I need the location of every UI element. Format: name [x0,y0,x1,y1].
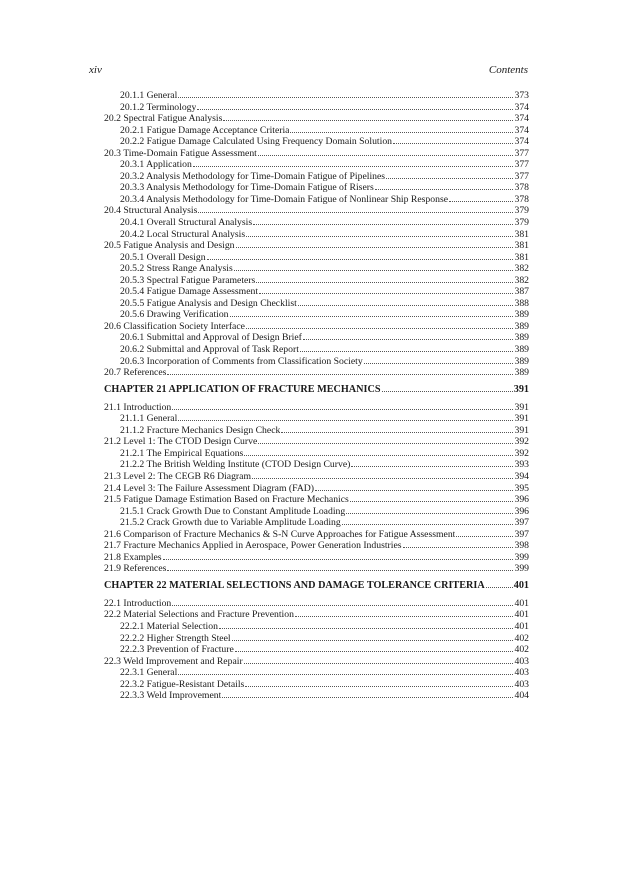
toc-entry [104,148,529,160]
toc-entry [104,205,529,217]
toc-entry-page: 389 [514,309,529,321]
toc-entry-title: 22.2 Material Selections and Fracture Prevention [104,609,294,621]
toc-entry-page: 389 [514,332,529,344]
toc-entry-title: 22.3.1 General [120,667,178,679]
toc-entry-title: 21.6 Comparison of Fracture Mechanics & S-N Curve Approaches for Fatigue Assessment [104,528,456,540]
toc-entry [104,436,529,448]
toc-entry [104,552,529,564]
toc-entry-title: 20.5.1 Overall Design [120,251,206,263]
toc-entry [104,286,529,298]
toc-entry-page: 392 [514,436,529,448]
toc-entry [104,217,529,229]
toc-entry-title: 20.1.1 General [120,90,178,101]
toc-entry-title: 20.3.2 Analysis Methodology for Time-Domain Fatigue of Pipelines [120,170,386,182]
toc-entry-page: 373 [514,90,529,101]
toc-chapter-entry [104,383,529,396]
toc-entry-title: 21.4 Level 3: The Failure Assessment Diagram (FAD) [104,482,315,494]
dot-leader [256,282,513,283]
toc-entry [104,506,529,518]
toc-entry-page: 381 [514,251,529,263]
dot-leader [281,432,513,433]
toc-entry-page: 374 [514,113,529,125]
toc-entry-page: 391 [514,413,529,425]
dot-leader [303,339,514,340]
toc-entry [104,252,529,264]
dot-leader [403,547,514,548]
toc-entry-page: 388 [514,297,529,309]
toc-entry [104,159,529,171]
dot-leader [386,178,513,179]
dot-leader [244,455,513,456]
dot-leader [259,293,513,294]
table-of-contents [104,90,529,702]
toc-entry-title: 22.3 Weld Improvement and Repair [104,655,243,667]
toc-entry [104,598,529,610]
toc-entry [104,194,529,206]
toc-entry-page: 403 [514,667,529,679]
dot-leader [244,663,514,664]
dot-leader [219,628,514,629]
toc-entry-page: 378 [514,193,529,205]
dot-leader [290,132,513,133]
dot-leader [167,570,513,571]
toc-entry-title: 20.7 References [104,367,167,379]
dot-leader [207,259,514,260]
dot-leader [258,443,513,444]
dot-leader [163,559,514,560]
dot-leader [252,478,513,479]
toc-entry [104,679,529,691]
toc-entry-page: 379 [514,205,529,217]
toc-entry-page: 399 [514,563,529,575]
toc-entry-page: 378 [514,182,529,194]
toc-entry [104,182,529,194]
toc-entry [104,656,529,668]
toc-chapter-entry [104,579,529,592]
toc-entry [104,309,529,321]
toc-entry [104,459,529,471]
toc-entry-title: 20.5.4 Fatigue Damage Assessment [120,286,259,298]
toc-entry [104,563,529,575]
toc-entry-title: 22.2.3 Prevention of Fracture [120,644,234,656]
toc-entry [104,448,529,460]
running-header: Contents [488,64,528,76]
dot-leader [364,363,514,364]
toc-entry-page: 396 [514,494,529,506]
dot-leader [300,351,514,352]
toc-entry-page: 392 [514,447,529,459]
toc-entry-page: 377 [514,147,529,159]
toc-entry [104,517,529,529]
toc-entry [104,356,529,368]
page-number: xiv [89,64,102,76]
dot-leader [193,166,514,167]
dot-leader [178,97,513,98]
toc-entry [104,425,529,437]
dot-leader [382,391,513,392]
toc-entry-page: 389 [514,355,529,367]
toc-entry-page: 399 [514,551,529,563]
toc-entry-page: 403 [514,678,529,690]
dot-leader [167,374,513,375]
toc-entry-title: 22.2.1 Material Selection [120,620,218,632]
toc-entry [104,402,529,414]
dot-leader [232,640,514,641]
toc-entry [104,136,529,148]
toc-entry [104,644,529,656]
toc-entry-title: 21.1.2 Fracture Mechanics Design Check [120,424,281,436]
dot-leader [486,587,513,588]
dot-leader [172,409,513,410]
dot-leader [350,501,514,502]
dot-leader [253,224,513,225]
toc-entry-title: 20.6.1 Submittal and Approval of Design Brief [120,332,302,344]
dot-leader [246,236,513,237]
toc-entry-title: CHAPTER 22 MATERIAL SELECTIONS AND DAMAGE TOLERANCE CRITERIA [104,579,485,591]
toc-entry-title: 21.1 Introduction [104,401,172,413]
dot-leader [351,466,513,467]
dot-leader [258,155,514,156]
toc-entry-title: 20.5 Fatigue Analysis and Design [104,240,235,252]
toc-entry-page: 391 [514,424,529,436]
toc-entry-page: 381 [514,240,529,252]
toc-entry [104,494,529,506]
toc-entry-page: 404 [514,690,529,702]
dot-leader [456,536,513,537]
toc-entry-page: 396 [514,505,529,517]
dot-leader [235,651,514,652]
dot-leader [295,616,514,617]
toc-entry-page: 395 [514,482,529,494]
toc-entry [104,298,529,310]
toc-entry-page: 403 [514,655,529,667]
toc-entry [104,471,529,483]
toc-entry-title: 21.3 Level 2: The CEGB R6 Diagram [104,470,251,482]
toc-entry-page: 402 [514,644,529,656]
dot-leader [393,143,513,144]
toc-entry-page: 382 [514,274,529,286]
toc-entry-page: 377 [514,170,529,182]
toc-entry [104,125,529,137]
toc-entry-page: 393 [514,459,529,471]
toc-entry [104,633,529,645]
toc-entry [104,609,529,621]
toc-entry-title: 21.5.2 Crack Growth due to Variable Amplitude Loading [120,517,341,529]
toc-entry [104,529,529,541]
toc-entry-page: 377 [514,159,529,171]
toc-entry-page: 374 [514,101,529,113]
toc-entry-title: 21.9 References [104,563,167,575]
toc-entry [104,332,529,344]
toc-entry-page: 401 [514,620,529,632]
dot-leader [172,605,513,606]
toc-entry-page: 382 [514,263,529,275]
toc-entry-title: 20.3.3 Analysis Methodology for Time-Domain Fatigue of Risers [120,182,374,194]
toc-entry [104,90,529,102]
toc-entry-page: 401 [514,609,529,621]
toc-entry-page: 398 [514,540,529,552]
dot-leader [223,120,513,121]
toc-entry-title: 21.2 Level 1: The CTOD Design Curve [104,436,258,448]
toc-entry [104,113,529,125]
toc-entry [104,275,529,287]
dot-leader [246,328,514,329]
toc-entry-title: 20.3.1 Application [120,159,192,171]
toc-entry-title: 20.5.6 Drawing Verification [120,309,229,321]
toc-entry-page: 402 [514,632,529,644]
toc-entry-title: 20.3 Time-Domain Fatigue Assessment [104,147,257,159]
dot-leader [197,109,513,110]
toc-entry [104,102,529,114]
toc-entry-title: 22.3.2 Fatigue-Resistant Details [120,678,245,690]
toc-entry-page: 374 [514,124,529,136]
toc-entry-title: CHAPTER 21 APPLICATION OF FRACTURE MECHANICS [104,383,381,395]
dot-leader [236,247,514,248]
toc-entry-title: 21.5 Fatigue Damage Estimation Based on Fracture Mechanics [104,494,349,506]
toc-entry-page: 389 [514,367,529,379]
toc-entry-title: 20.3.4 Analysis Methodology for Time-Domain Fatigue of Nonlinear Ship Response [120,193,449,205]
toc-entry-page: 391 [513,383,529,395]
toc-entry-title: 21.5.1 Crack Growth Due to Constant Amplitude Loading [120,505,346,517]
toc-entry-title: 20.5.2 Stress Range Analysis [120,263,233,275]
toc-entry-title: 21.2.2 The British Welding Institute (CTOD Design Curve) [120,459,351,471]
toc-entry [104,621,529,633]
toc-entry-page: 389 [514,320,529,332]
toc-entry-title: 20.2.1 Fatigue Damage Acceptance Criteria [120,124,290,136]
dot-leader [298,305,514,306]
toc-entry [104,240,529,252]
dot-leader [342,524,514,525]
toc-entry [104,171,529,183]
toc-entry [104,367,529,379]
toc-entry-title: 20.6 Classification Society Interface [104,320,245,332]
toc-entry-page: 401 [514,597,529,609]
toc-entry-title: 22.1 Introduction [104,597,172,609]
toc-entry [104,229,529,241]
toc-entry-title: 21.8 Examples [104,551,162,563]
dot-leader [234,270,514,271]
toc-entry [104,540,529,552]
toc-entry [104,413,529,425]
toc-entry [104,321,529,333]
toc-entry-title: 21.1.1 General [120,413,178,425]
toc-entry [104,667,529,679]
toc-entry-title: 22.3.3 Weld Improvement [120,690,222,702]
dot-leader [222,697,513,698]
toc-entry-title: 21.7 Fracture Mechanics Applied in Aerospace, Power Generation Industries [104,540,402,552]
toc-entry [104,690,529,702]
toc-entry-title: 22.2.2 Higher Strength Steel [120,632,231,644]
toc-entry-title: 20.6.2 Submittal and Approval of Task Report [120,344,299,356]
toc-entry [104,483,529,495]
toc-entry-title: 20.1.2 Terminology [120,101,197,113]
dot-leader [230,316,514,317]
toc-entry-title: 21.2.1 The Empirical Equations [120,447,244,459]
toc-entry-title: 20.4.2 Local Structural Analysis [120,228,246,240]
dot-leader [178,420,513,421]
toc-entry-page: 397 [514,528,529,540]
toc-entry-title: 20.4 Structural Analysis [104,205,198,217]
dot-leader [449,201,513,202]
toc-entry-title: 20.5.5 Fatigue Analysis and Design Checklist [120,297,297,309]
toc-entry-page: 391 [514,401,529,413]
toc-entry-page: 379 [514,217,529,229]
toc-entry [104,344,529,356]
toc-entry [104,263,529,275]
toc-entry-page: 389 [514,344,529,356]
toc-entry-page: 374 [514,136,529,148]
toc-entry-title: 20.2.2 Fatigue Damage Calculated Using Frequency Domain Solution [120,136,393,148]
dot-leader [245,686,513,687]
toc-entry-page: 387 [514,286,529,298]
dot-leader [346,513,513,514]
dot-leader [315,490,513,491]
toc-entry-title: 20.5.3 Spectral Fatigue Parameters [120,274,256,286]
toc-entry-title: 20.6.3 Incorporation of Comments from Classification Society [120,355,363,367]
toc-entry-page: 397 [514,517,529,529]
toc-entry-page: 381 [514,228,529,240]
dot-leader [178,674,513,675]
toc-entry-title: 20.2 Spectral Fatigue Analysis [104,113,223,125]
toc-entry-page: 394 [514,470,529,482]
dot-leader [198,212,513,213]
toc-entry-title: 20.4.1 Overall Structural Analysis [120,217,253,229]
dot-leader [375,189,514,190]
toc-entry-page: 401 [513,579,529,591]
